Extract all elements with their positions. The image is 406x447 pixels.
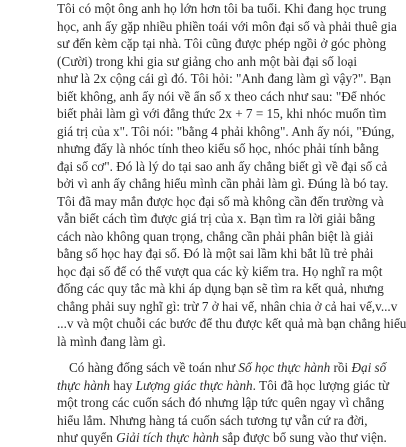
- text-line: chẳng phải suy nghĩ gì: trừ 7 ở hai vế, nhân chia ở cả hai vế,v...v: [57, 298, 398, 314]
- text-line: (Cười) trong khi gia sư giảng cho anh một bài đại số loại: [57, 53, 357, 69]
- text-line: biết phải làm gì với đẳng thức 2x + 7 = 15, khi nhóc muốn tìm: [57, 106, 387, 121]
- text-run: sắp được bổ sung vào thư viện.: [218, 430, 387, 445]
- text-line: Tôi có một ông anh họ lớn hơn tôi ba tuổi. Khi đang học trung: [57, 1, 387, 16]
- text-line: như là 2x cộng cái gì đó. Tôi hỏi: "Anh đang làm gì vậy?". Bạn: [57, 71, 392, 86]
- text-line: đại số cơ". Đó là lý do tại sao anh ấy chẳng biết gì về đại số cả: [57, 158, 388, 174]
- text-line: bằng số học hay đại số. Đó là một sai lầm khi bắt lũ trẻ phải: [57, 246, 374, 261]
- text-line: sư đến kèm cặp tại nhà. Tôi cũng được phép ngồi ở góc phòng: [57, 36, 387, 51]
- text-line: biết không, anh ấy nói về ẩn số x theo cách như sau: "Để nhóc: [57, 88, 386, 104]
- text-line: giá trị của x". Tôi nói: "bằng 4 phải không". Anh ấy nói, "Đúng,: [57, 123, 395, 139]
- text-line: ...v và một chuỗi các bước để thu được kết quả mà bạn chẳng hiểu: [57, 316, 406, 331]
- text-run: Có hàng đống sách về toán như: [69, 360, 239, 375]
- book-title-italic: Giải tích thực hành: [116, 430, 219, 445]
- text-line: hiểu lắm. Nhưng hàng tá cuốn sách tương tự vẫn cứ ra đời,: [57, 412, 368, 428]
- text-line: bởi vì anh ấy chẳng hiểu mình cần phải làm gì. Đúng là bó tay.: [57, 176, 389, 191]
- paragraph-1: [57, 0, 406, 350]
- text-line: vẫn biết cách tìm được giá trị của x. Bạn tìm ra lời giải bằng: [57, 211, 376, 226]
- text-run: hay: [109, 377, 136, 393]
- book-title-italic: Đại số: [351, 360, 387, 375]
- text-line: học, anh ấy gặp nhiều phiền toái với môn đại số và phải thuê gia: [57, 18, 397, 34]
- text-run: rồi: [330, 360, 352, 375]
- text-line: [57, 359, 387, 377]
- book-title-italic: Lượng giác thực hành: [135, 377, 253, 393]
- text-line: [57, 377, 390, 395]
- body-text: [57, 0, 406, 447]
- text-line: đống các quy tắc mà khi áp dụng bạn sẽ tìm ra kết quả, nhưng: [57, 281, 384, 296]
- text-line: là mình đang làm gì.: [57, 333, 166, 349]
- text-line: cách nào không quan trọng, chẳng cần phải phân biệt là giải: [57, 228, 374, 244]
- paragraph-spacer: [57, 350, 357, 359]
- book-title-italic: Số học thực hành: [238, 360, 331, 375]
- text-line: Tôi đã may mắn được học đại số mà không cần đến trường và: [57, 193, 384, 209]
- text-run: . Tôi đã học lượng giác từ: [252, 377, 390, 393]
- text-line: học đại số để có thể vượt qua các kỳ kiểm tra. Họ nghĩ ra một: [57, 263, 383, 279]
- text-line-cutoff: [57, 429, 387, 447]
- text-line: một trong các cuốn sách đó nhưng lập tức quên ngay vì chẳng: [57, 395, 385, 410]
- text-run: như quyển: [57, 430, 117, 445]
- book-title-italic: thực hành: [57, 377, 110, 393]
- text-line: nhưng đấy là nhóc tính theo kiểu số học, nhóc phải tính bằng: [57, 141, 379, 156]
- paragraph-2: [57, 359, 390, 447]
